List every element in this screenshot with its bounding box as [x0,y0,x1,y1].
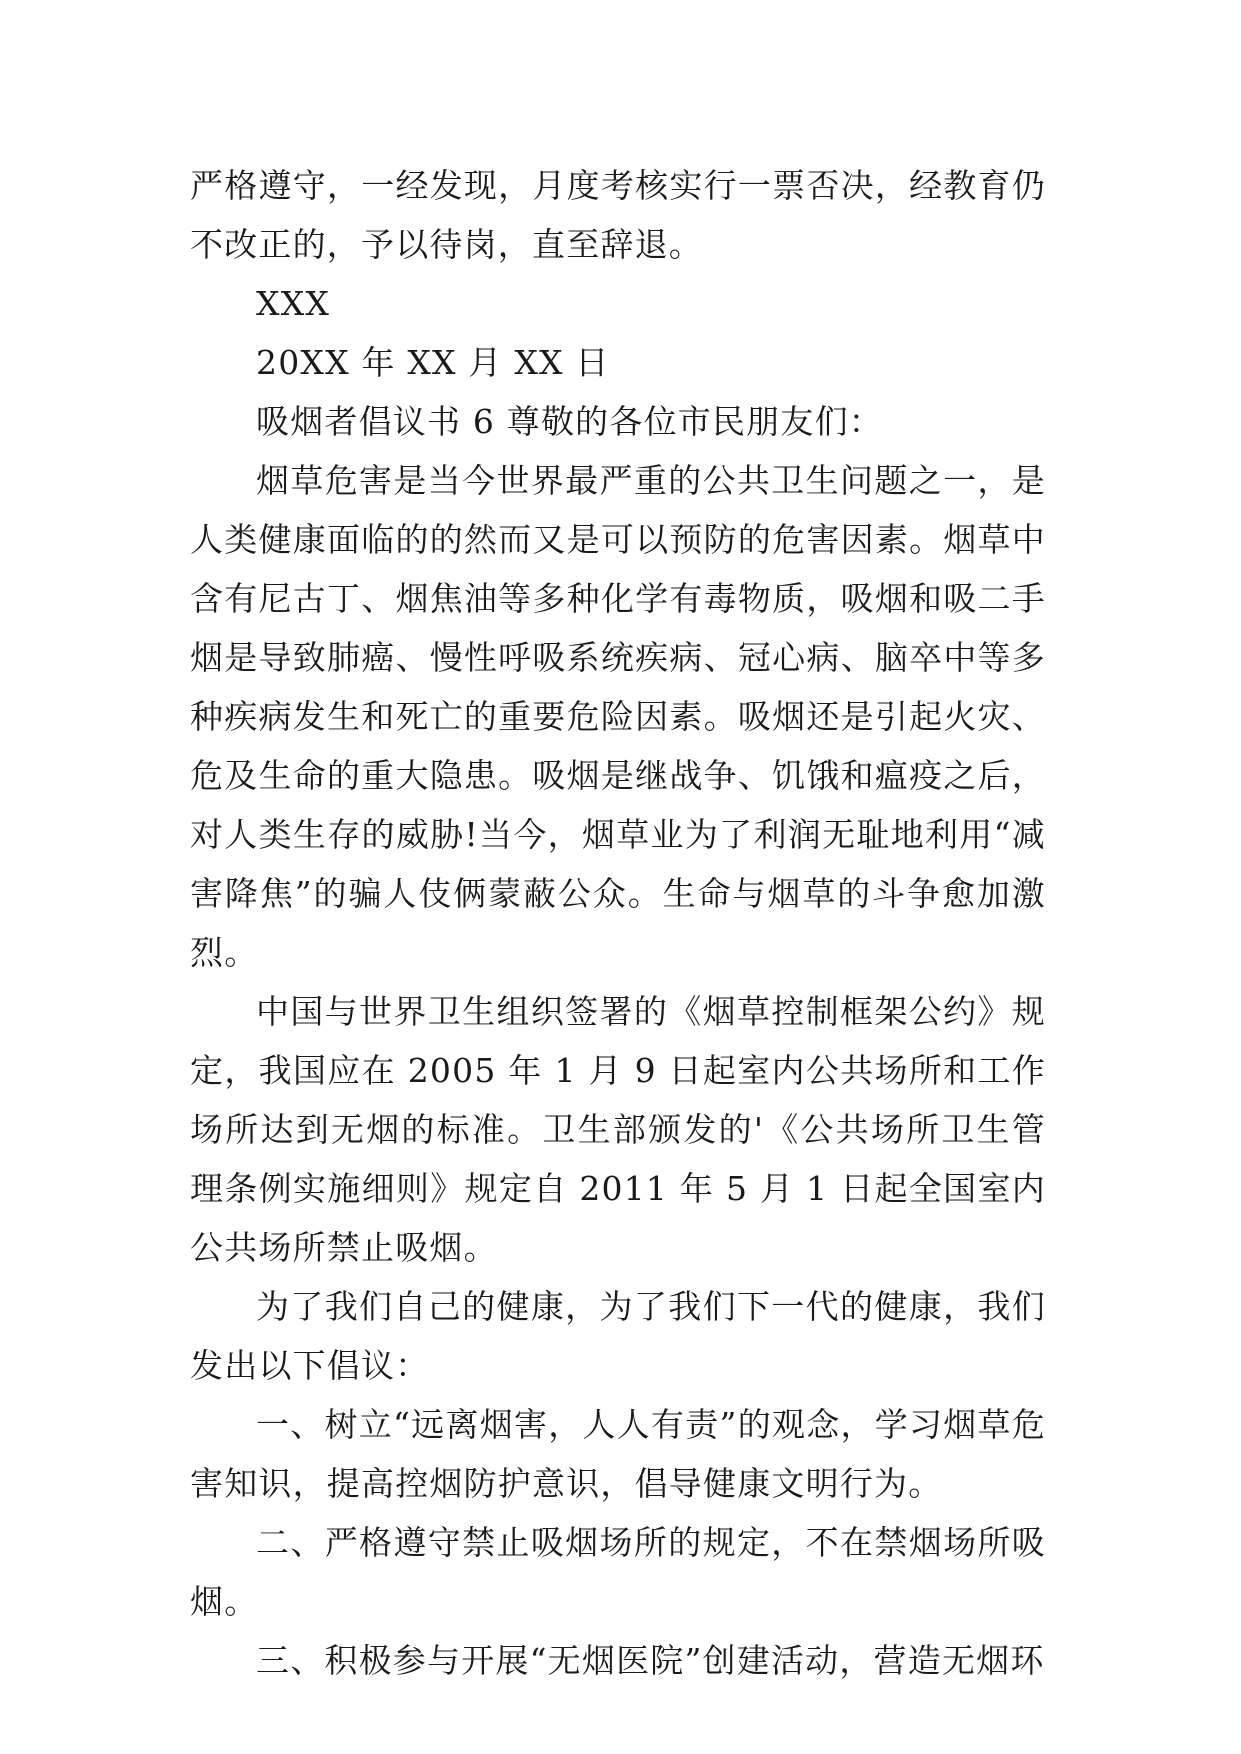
paragraph-continuation: 严格遵守，一经发现，月度考核实行一票否决，经教育仍不改正的，予以待岗，直至辞退。 [190,166,1046,264]
signature-date: 20XX 年 XX 月 XX 日 [256,343,610,382]
letter-title-salutation: 吸烟者倡议书 6 尊敬的各位市民朋友们： [256,402,883,441]
proposal-item-3: 三、积极参与开展“无烟医院”创建活动，营造无烟环 [256,1641,1045,1680]
document-body [190,156,1046,1690]
proposal-item-1: 一、树立“远离烟害，人人有责”的观念，学习烟草危害知识，提高控烟防护意识，倡导健康文明行为。 [190,1405,1046,1503]
paragraph-regulations: 中国与世界卫生组织签署的《烟草控制框架公约》规定，我国应在 2005 年 1 月 9 日起室内公共场所和工作场所达到无烟的标准。卫生部颁发的'《公共场所卫生管理条例实施细则》规定自 2011 年 5 月 1 日起全国室内公共场所禁止吸烟。 [190,992,1046,1267]
paragraph-proposal-intro: 为了我们自己的健康，为了我们下一代的健康，我们发出以下倡议： [190,1287,1046,1385]
proposal-item-2: 二、严格遵守禁止吸烟场所的规定，不在禁烟场所吸烟。 [190,1523,1046,1621]
paragraph-tobacco-harm: 烟草危害是当今世界最严重的公共卫生问题之一，是人类健康面临的的然而又是可以预防的危害因素。烟草中含有尼古丁、烟焦油等多种化学有毒物质，吸烟和吸二手烟是导致肺癌、慢性呼吸系统疾病、冠心病、脑卒中等多种疾病发生和死亡的重要危险因素。吸烟还是引起火灾、危及生命的重大隐患。吸烟是继战争、饥饿和瘟疫之后，对人类生存的威胁!当今，烟草业为了利润无耻地利用“减害降焦”的骗人伎俩蒙蔽公众。生命与烟草的斗争愈加激烈。 [190,461,1046,972]
signature-name: XXX [256,284,331,323]
